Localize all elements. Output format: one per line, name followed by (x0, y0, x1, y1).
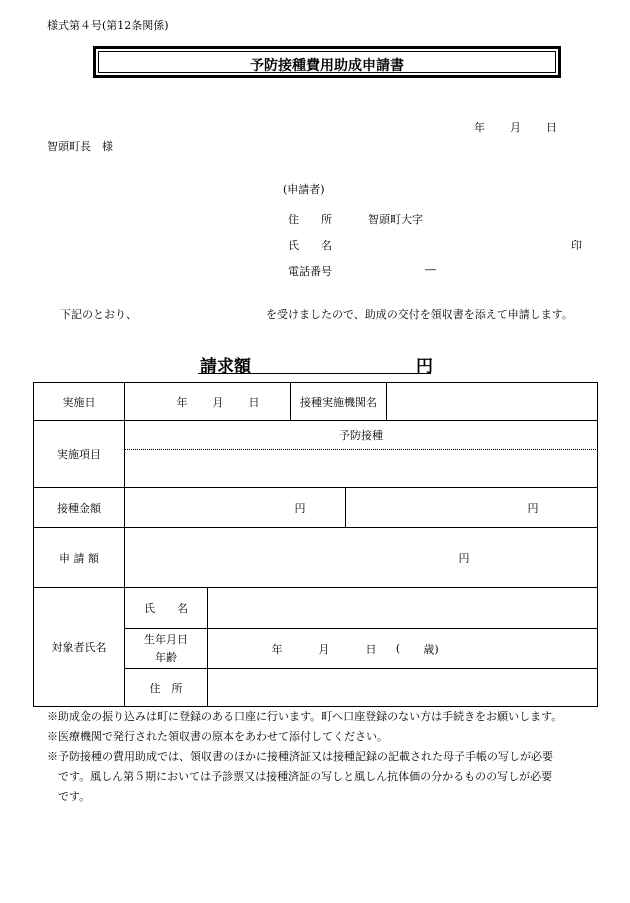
applicant-address-label: 住 所 (288, 213, 332, 226)
applicant-address-value: 智頭町大字 (368, 213, 423, 226)
impl-date-year: 年 (176, 395, 188, 409)
impl-date-month: 月 (212, 395, 224, 409)
note-line: ※助成金の振り込みは町に登録のある口座に行います。町へ口座登録のない方は手続きをお願いします。 (47, 710, 563, 723)
label-vaccination-fee: 接種金額 (57, 501, 101, 515)
dob-age: 歳) (423, 642, 439, 656)
subject-name-field[interactable] (208, 588, 597, 628)
label-subject-name: 対象者氏名 (51, 641, 107, 654)
claim-underline (198, 373, 431, 374)
subject-address-field[interactable] (208, 669, 597, 706)
label-subject-address: 住 所 (149, 681, 183, 695)
intro-text-end: を受けましたので、助成の交付を領収書を添えて申請します。 (266, 308, 573, 321)
title-box (93, 46, 561, 78)
dob-day: 日 (365, 642, 377, 656)
note-line: です。 (47, 790, 91, 803)
request-yen: 円 (458, 551, 470, 565)
dob-age-open-paren: ( (395, 642, 401, 655)
claim-amount-label: 請求額 (200, 357, 251, 377)
item-field[interactable] (125, 450, 597, 487)
label-implementation-date: 実施日 (62, 395, 96, 409)
fee-yen-1: 円 (294, 501, 306, 515)
applicant-label: (申請者) (283, 183, 325, 196)
table-border-right (597, 382, 598, 707)
label-dob: 生年月日 (144, 632, 188, 646)
label-subject-name-field: 氏 名 (144, 602, 188, 615)
dob-month: 月 (318, 642, 330, 656)
label-age: 年齢 (155, 650, 177, 664)
date-day-label: 日 (546, 121, 557, 134)
applicant-name-label: 氏 名 (288, 239, 332, 252)
phone-dash: ― (425, 263, 436, 276)
item-header: 予防接種 (339, 429, 383, 442)
label-request-amount: 申 請 額 (59, 551, 99, 565)
label-institution: 接種実施機関名 (300, 395, 377, 409)
institution-field[interactable] (387, 383, 597, 420)
seal-mark: 印 (571, 239, 582, 252)
impl-date-day: 日 (248, 395, 260, 409)
label-dob-age (125, 629, 207, 668)
date-year-label: 年 (474, 121, 485, 134)
intro-text-start: 下記のとおり、 (60, 308, 137, 321)
dob-year: 年 (271, 642, 283, 656)
note-line: です。風しん第５期においては予診票又は接種済証の写しと風しん抗体価の分かるものの写しが必要 (47, 770, 553, 783)
table-col-divider (345, 487, 346, 527)
label-implementation-item: 実施項目 (57, 448, 101, 461)
note-line: ※医療機関で発行された領収書の原本をあわせて添付してください。 (47, 730, 388, 743)
claim-amount-yen: 円 (416, 357, 433, 377)
note-line: ※予防接種の費用助成では、領収書のほかに接種済証又は接種記録の記載された母子手帳の写しが必要 (47, 750, 553, 763)
form-title: 予防接種費用助成申請書 (250, 58, 404, 74)
date-month-label: 月 (510, 121, 521, 134)
addressee: 智頭町長 様 (47, 140, 113, 153)
applicant-phone-label: 電話番号 (288, 265, 332, 278)
form-number: 様式第４号(第12条関係) (47, 19, 169, 32)
fee-yen-2: 円 (527, 501, 539, 515)
